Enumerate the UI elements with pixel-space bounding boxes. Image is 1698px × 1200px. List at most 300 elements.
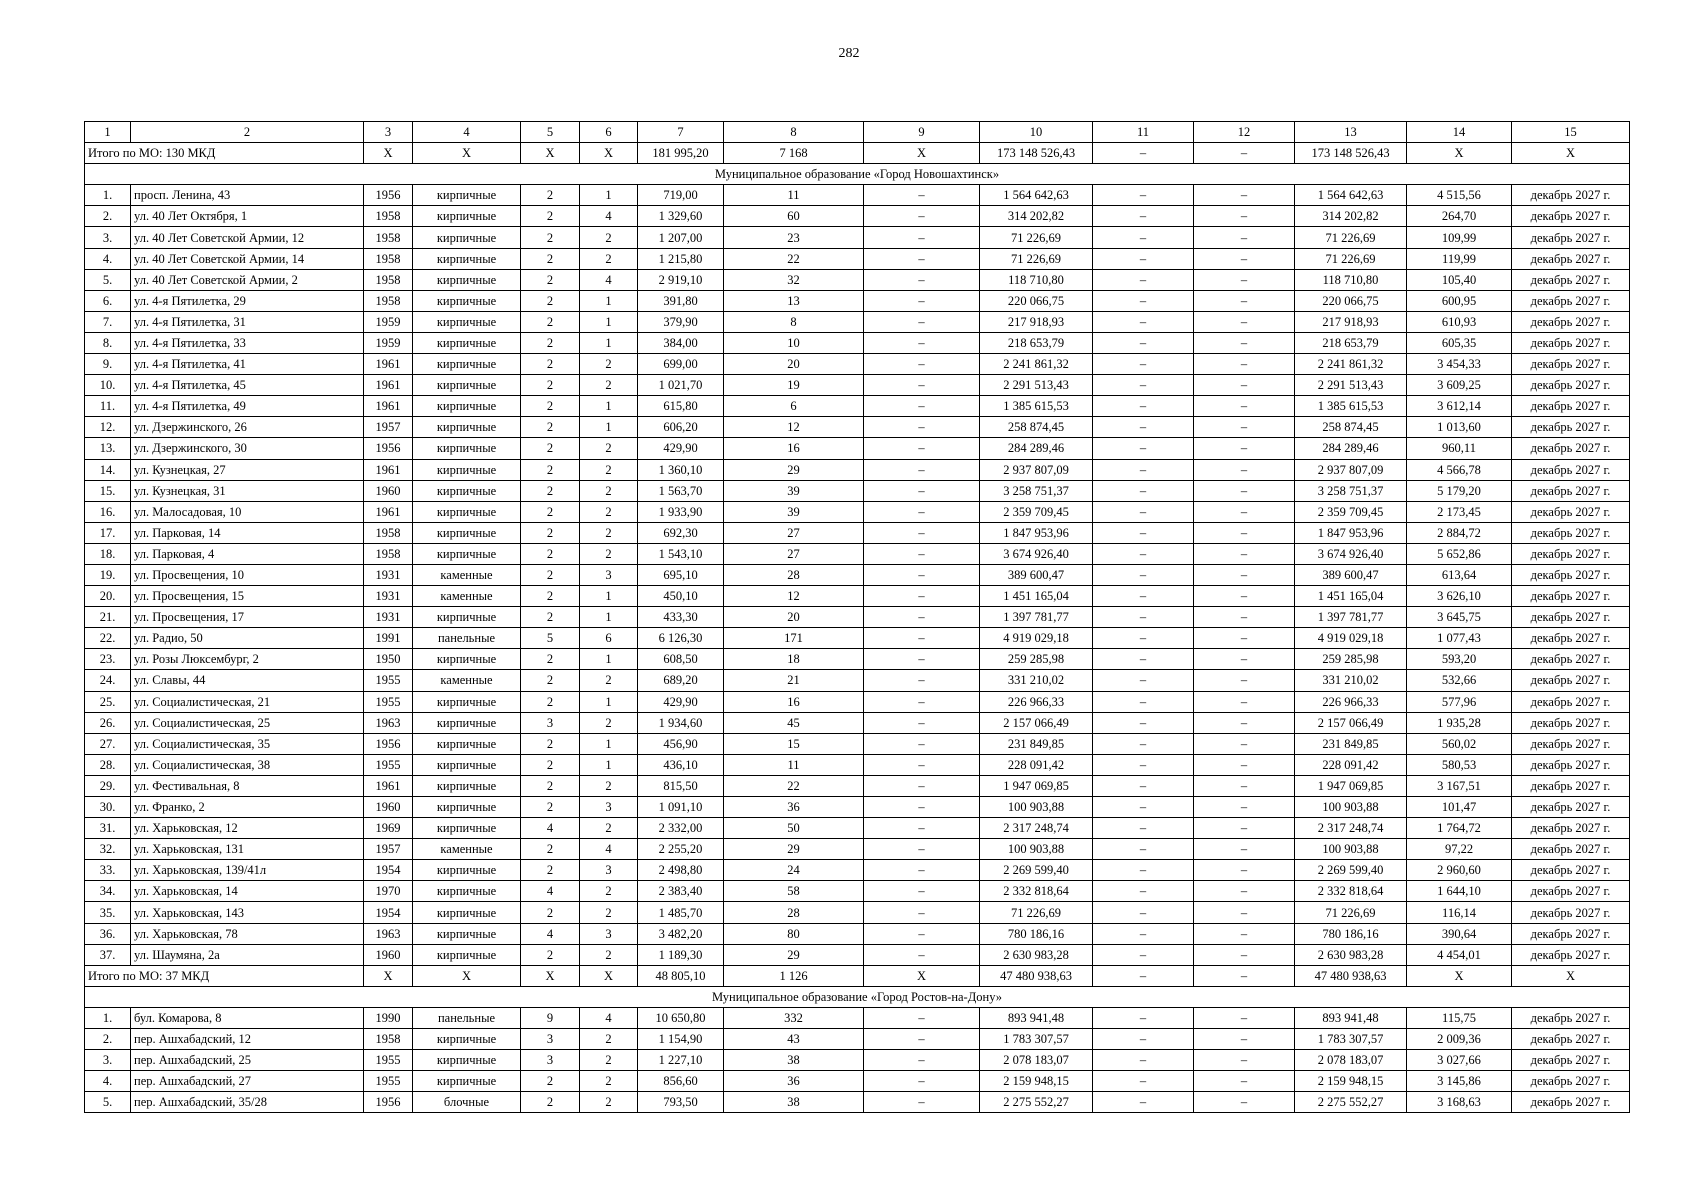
column-number: 11: [1093, 122, 1194, 143]
row-number: 36.: [85, 923, 131, 944]
table-cell: декабрь 2027 г.: [1512, 396, 1630, 417]
table-cell: декабрь 2027 г.: [1512, 501, 1630, 522]
address-cell: ул. Дзержинского, 26: [131, 417, 364, 438]
table-cell: –: [864, 944, 980, 965]
table-cell: декабрь 2027 г.: [1512, 311, 1630, 332]
table-row: [85, 501, 1630, 522]
table-cell: 2 937 807,09: [1295, 459, 1407, 480]
table-cell: 22: [724, 775, 864, 796]
table-cell: 1 091,10: [638, 797, 724, 818]
table-cell: 1: [580, 311, 638, 332]
table-cell: 1955: [364, 1050, 413, 1071]
table-cell: декабрь 2027 г.: [1512, 480, 1630, 501]
table-cell: декабрь 2027 г.: [1512, 332, 1630, 353]
table-cell: 600,95: [1407, 290, 1512, 311]
table-cell: 1: [580, 691, 638, 712]
table-cell: –: [1194, 923, 1295, 944]
table-cell: –: [1194, 185, 1295, 206]
table-cell: 2 359 709,45: [1295, 501, 1407, 522]
row-number: 7.: [85, 311, 131, 332]
table-cell: 1961: [364, 396, 413, 417]
table-row: [85, 206, 1630, 227]
table-cell: –: [864, 839, 980, 860]
table-cell: 815,50: [638, 775, 724, 796]
table-cell: 231 849,85: [1295, 733, 1407, 754]
address-cell: ул. 4-я Пятилетка, 29: [131, 290, 364, 311]
table-cell: декабрь 2027 г.: [1512, 586, 1630, 607]
total-cell: Х: [1407, 143, 1512, 164]
address-cell: ул. Просвещения, 10: [131, 564, 364, 585]
table-cell: –: [1093, 1050, 1194, 1071]
table-cell: –: [864, 607, 980, 628]
table-cell: 2: [580, 1071, 638, 1092]
table-cell: 692,30: [638, 522, 724, 543]
table-cell: 384,00: [638, 332, 724, 353]
table-cell: кирпичные: [413, 396, 521, 417]
table-cell: 1: [580, 332, 638, 353]
table-cell: 80: [724, 923, 864, 944]
table-cell: декабрь 2027 г.: [1512, 375, 1630, 396]
address-cell: ул. Харьковская, 143: [131, 902, 364, 923]
table-cell: 1 215,80: [638, 248, 724, 269]
table-cell: декабрь 2027 г.: [1512, 881, 1630, 902]
row-number: 21.: [85, 607, 131, 628]
table-cell: 60: [724, 206, 864, 227]
table-cell: 101,47: [1407, 797, 1512, 818]
table-cell: 1955: [364, 670, 413, 691]
address-cell: ул. 4-я Пятилетка, 33: [131, 332, 364, 353]
row-number: 28.: [85, 754, 131, 775]
table-cell: панельные: [413, 1007, 521, 1028]
table-cell: 36: [724, 797, 864, 818]
table-cell: 389 600,47: [980, 564, 1093, 585]
table-cell: 3: [521, 1029, 580, 1050]
table-cell: 4 919 029,18: [980, 628, 1093, 649]
table-cell: 3: [580, 860, 638, 881]
table-cell: кирпичные: [413, 480, 521, 501]
table-cell: кирпичные: [413, 860, 521, 881]
table-cell: 2: [580, 775, 638, 796]
table-row: [85, 923, 1630, 944]
table-cell: 6: [580, 628, 638, 649]
table-cell: 3: [521, 1050, 580, 1071]
table-cell: 1961: [364, 501, 413, 522]
table-cell: 2: [580, 543, 638, 564]
total-cell: Х: [364, 143, 413, 164]
table-cell: –: [1194, 1092, 1295, 1113]
table-cell: –: [864, 1007, 980, 1028]
table-row: [85, 881, 1630, 902]
table-cell: 218 653,79: [980, 332, 1093, 353]
table-cell: –: [1194, 691, 1295, 712]
table-cell: 2: [521, 311, 580, 332]
table-cell: 105,40: [1407, 269, 1512, 290]
address-cell: пер. Ашхабадский, 27: [131, 1071, 364, 1092]
table-cell: каменные: [413, 839, 521, 860]
row-number: 5.: [85, 269, 131, 290]
table-row: [85, 818, 1630, 839]
table-cell: –: [1093, 311, 1194, 332]
table-cell: 2: [580, 881, 638, 902]
table-cell: 2 630 983,28: [1295, 944, 1407, 965]
table-cell: 1957: [364, 417, 413, 438]
address-cell: ул. Славы, 44: [131, 670, 364, 691]
table-cell: 2 173,45: [1407, 501, 1512, 522]
row-number: 32.: [85, 839, 131, 860]
row-number: 18.: [85, 543, 131, 564]
table-cell: –: [1093, 607, 1194, 628]
table-cell: 1 947 069,85: [980, 775, 1093, 796]
address-cell: ул. Кузнецкая, 27: [131, 459, 364, 480]
table-cell: –: [864, 586, 980, 607]
table-cell: кирпичные: [413, 649, 521, 670]
table-cell: каменные: [413, 586, 521, 607]
table-cell: –: [1093, 839, 1194, 860]
table-cell: 228 091,42: [1295, 754, 1407, 775]
table-cell: –: [1194, 311, 1295, 332]
table-cell: 1957: [364, 839, 413, 860]
address-cell: ул. Харьковская, 131: [131, 839, 364, 860]
table-cell: 429,90: [638, 691, 724, 712]
table-cell: –: [1093, 1071, 1194, 1092]
total-cell: Х: [521, 965, 580, 986]
column-number: 12: [1194, 122, 1295, 143]
table-cell: 24: [724, 860, 864, 881]
table-cell: 1958: [364, 543, 413, 564]
table-cell: 22: [724, 248, 864, 269]
table-cell: 1 207,00: [638, 227, 724, 248]
table-cell: декабрь 2027 г.: [1512, 1050, 1630, 1071]
table-cell: 39: [724, 480, 864, 501]
table-cell: 2 241 861,32: [980, 354, 1093, 375]
table-cell: –: [864, 902, 980, 923]
table-cell: 259 285,98: [1295, 649, 1407, 670]
table-cell: 2: [580, 944, 638, 965]
table-cell: 331 210,02: [980, 670, 1093, 691]
table-cell: 1958: [364, 522, 413, 543]
table-cell: 2 332 818,64: [1295, 881, 1407, 902]
table-cell: 1958: [364, 227, 413, 248]
table-cell: 2: [580, 1050, 638, 1071]
table-cell: –: [864, 206, 980, 227]
table-row: [85, 944, 1630, 965]
table-cell: 45: [724, 712, 864, 733]
table-cell: 109,99: [1407, 227, 1512, 248]
address-cell: просп. Ленина, 43: [131, 185, 364, 206]
table-cell: кирпичные: [413, 438, 521, 459]
row-number: 33.: [85, 860, 131, 881]
row-number: 37.: [85, 944, 131, 965]
table-cell: кирпичные: [413, 944, 521, 965]
table-cell: 1931: [364, 586, 413, 607]
table-cell: –: [1194, 797, 1295, 818]
table-cell: –: [1194, 375, 1295, 396]
table-cell: 1 397 781,77: [980, 607, 1093, 628]
table-cell: –: [1194, 860, 1295, 881]
table-cell: –: [1194, 248, 1295, 269]
address-cell: ул. Розы Люксембург, 2: [131, 649, 364, 670]
table-cell: 4: [580, 1007, 638, 1028]
table-cell: декабрь 2027 г.: [1512, 944, 1630, 965]
table-row: [85, 227, 1630, 248]
table-cell: 2: [521, 332, 580, 353]
section-title: Муниципальное образование «Город Ростов-на-Дону»: [85, 986, 1630, 1007]
table-cell: 284 289,46: [1295, 438, 1407, 459]
table-cell: 1 564 642,63: [980, 185, 1093, 206]
table-cell: 28: [724, 564, 864, 585]
table-cell: 577,96: [1407, 691, 1512, 712]
table-row: [85, 691, 1630, 712]
table-cell: 2 317 248,74: [980, 818, 1093, 839]
table-cell: 893 941,48: [980, 1007, 1093, 1028]
table-cell: –: [1194, 775, 1295, 796]
table-cell: кирпичные: [413, 797, 521, 818]
table-cell: 1958: [364, 269, 413, 290]
table-cell: 2 269 599,40: [980, 860, 1093, 881]
table-cell: 71 226,69: [980, 227, 1093, 248]
table-cell: декабрь 2027 г.: [1512, 670, 1630, 691]
table-cell: 97,22: [1407, 839, 1512, 860]
table-cell: 3: [580, 797, 638, 818]
table-cell: 436,10: [638, 754, 724, 775]
table-cell: 699,00: [638, 354, 724, 375]
table-cell: кирпичные: [413, 375, 521, 396]
table-cell: 220 066,75: [1295, 290, 1407, 311]
table-cell: 2: [521, 691, 580, 712]
address-cell: ул. 4-я Пятилетка, 45: [131, 375, 364, 396]
table-cell: 32: [724, 269, 864, 290]
table-cell: 2 359 709,45: [980, 501, 1093, 522]
table-cell: 1950: [364, 649, 413, 670]
address-cell: ул. Франко, 2: [131, 797, 364, 818]
table-cell: –: [1093, 480, 1194, 501]
row-number: 5.: [85, 1092, 131, 1113]
address-cell: ул. Дзержинского, 30: [131, 438, 364, 459]
table-cell: –: [864, 1050, 980, 1071]
table-row: [85, 459, 1630, 480]
total-cell: Х: [1512, 965, 1630, 986]
section-title: Муниципальное образование «Город Новошахтинск»: [85, 164, 1630, 185]
table-cell: кирпичные: [413, 1050, 521, 1071]
table-cell: –: [864, 1029, 980, 1050]
table-cell: кирпичные: [413, 311, 521, 332]
table-cell: 71 226,69: [980, 902, 1093, 923]
table-cell: 1: [580, 733, 638, 754]
table-cell: 2: [580, 480, 638, 501]
table-row: [85, 269, 1630, 290]
table-cell: 1 189,30: [638, 944, 724, 965]
table-cell: –: [1093, 775, 1194, 796]
table-cell: 284 289,46: [980, 438, 1093, 459]
table-cell: 21: [724, 670, 864, 691]
table-cell: кирпичные: [413, 543, 521, 564]
total-cell: 47 480 938,63: [980, 965, 1093, 986]
table-cell: 2: [521, 733, 580, 754]
table-cell: декабрь 2027 г.: [1512, 775, 1630, 796]
table-cell: 2: [580, 227, 638, 248]
address-cell: пер. Ашхабадский, 35/28: [131, 1092, 364, 1113]
total-cell: Х: [521, 143, 580, 164]
table-cell: панельные: [413, 628, 521, 649]
table-cell: 4: [580, 206, 638, 227]
table-cell: 259 285,98: [980, 649, 1093, 670]
address-cell: ул. Радио, 50: [131, 628, 364, 649]
table-row: [85, 607, 1630, 628]
column-number: 10: [980, 122, 1093, 143]
table-cell: –: [1194, 438, 1295, 459]
table-cell: –: [1194, 459, 1295, 480]
table-cell: 1 947 069,85: [1295, 775, 1407, 796]
table-cell: –: [1194, 754, 1295, 775]
table-cell: 20: [724, 607, 864, 628]
table-cell: –: [1194, 1050, 1295, 1071]
table-cell: 118 710,80: [1295, 269, 1407, 290]
column-number: 1: [85, 122, 131, 143]
table-cell: 264,70: [1407, 206, 1512, 227]
table-cell: 2 383,40: [638, 881, 724, 902]
page-number: 282: [838, 46, 860, 61]
table-cell: 1961: [364, 375, 413, 396]
row-number: 34.: [85, 881, 131, 902]
table-cell: декабрь 2027 г.: [1512, 248, 1630, 269]
row-number: 10.: [85, 375, 131, 396]
row-number: 19.: [85, 564, 131, 585]
table-row: [85, 797, 1630, 818]
table-cell: 3 454,33: [1407, 354, 1512, 375]
total-cell: –: [1194, 143, 1295, 164]
table-cell: 1: [580, 649, 638, 670]
table-cell: –: [1093, 818, 1194, 839]
table-cell: 314 202,82: [980, 206, 1093, 227]
table-cell: –: [864, 354, 980, 375]
row-number: 1.: [85, 185, 131, 206]
table-cell: –: [864, 248, 980, 269]
row-number: 17.: [85, 522, 131, 543]
table-row: [85, 417, 1630, 438]
table-cell: 1963: [364, 923, 413, 944]
address-cell: ул. Харьковская, 12: [131, 818, 364, 839]
table-cell: 3: [521, 712, 580, 733]
table-cell: –: [864, 543, 980, 564]
total-cell: 7 168: [724, 143, 864, 164]
table-cell: 689,20: [638, 670, 724, 691]
table-cell: декабрь 2027 г.: [1512, 1029, 1630, 1050]
table-cell: 18: [724, 649, 864, 670]
table-row: [85, 354, 1630, 375]
table-cell: 19: [724, 375, 864, 396]
table-cell: –: [864, 269, 980, 290]
row-number: 11.: [85, 396, 131, 417]
table-cell: кирпичные: [413, 691, 521, 712]
table-cell: 1954: [364, 902, 413, 923]
row-number: 2.: [85, 206, 131, 227]
table-cell: 71 226,69: [1295, 227, 1407, 248]
table-cell: 171: [724, 628, 864, 649]
table-cell: 2 159 948,15: [1295, 1071, 1407, 1092]
table-cell: 1 644,10: [1407, 881, 1512, 902]
address-cell: ул. 40 Лет Советской Армии, 2: [131, 269, 364, 290]
table-cell: 38: [724, 1092, 864, 1113]
table-cell: 29: [724, 944, 864, 965]
table-cell: 1970: [364, 881, 413, 902]
table-cell: 2 884,72: [1407, 522, 1512, 543]
table-cell: кирпичные: [413, 923, 521, 944]
table-cell: 3 258 751,37: [980, 480, 1093, 501]
table-cell: 3 645,75: [1407, 607, 1512, 628]
table-cell: 450,10: [638, 586, 724, 607]
table-cell: –: [864, 311, 980, 332]
address-cell: ул. 4-я Пятилетка, 41: [131, 354, 364, 375]
address-cell: ул. Социалистическая, 38: [131, 754, 364, 775]
table-cell: –: [1194, 586, 1295, 607]
section-row: [85, 164, 1630, 185]
table-cell: 12: [724, 417, 864, 438]
table-row: [85, 290, 1630, 311]
table-cell: –: [864, 733, 980, 754]
table-cell: –: [1194, 1007, 1295, 1028]
row-number: 8.: [85, 332, 131, 353]
table-cell: 27: [724, 522, 864, 543]
table-cell: 11: [724, 185, 864, 206]
table-cell: 3 609,25: [1407, 375, 1512, 396]
address-cell: ул. Шаумяна, 2а: [131, 944, 364, 965]
table-cell: 793,50: [638, 1092, 724, 1113]
table-cell: 6: [724, 396, 864, 417]
table-cell: 391,80: [638, 290, 724, 311]
table-cell: –: [1093, 543, 1194, 564]
table-cell: 3 027,66: [1407, 1050, 1512, 1071]
table-cell: 1991: [364, 628, 413, 649]
table-cell: 1931: [364, 564, 413, 585]
table-cell: 8: [724, 311, 864, 332]
table-cell: 2 275 552,27: [1295, 1092, 1407, 1113]
table-cell: –: [864, 1092, 980, 1113]
table-cell: –: [1093, 944, 1194, 965]
table-cell: –: [864, 860, 980, 881]
table-cell: –: [864, 227, 980, 248]
table-cell: –: [1093, 290, 1194, 311]
table-cell: декабрь 2027 г.: [1512, 269, 1630, 290]
total-cell: 173 148 526,43: [1295, 143, 1407, 164]
table-cell: 16: [724, 438, 864, 459]
table-cell: 2: [580, 459, 638, 480]
table-cell: 2: [580, 1092, 638, 1113]
table-cell: 429,90: [638, 438, 724, 459]
total-cell: Х: [413, 143, 521, 164]
table-cell: декабрь 2027 г.: [1512, 628, 1630, 649]
table-cell: –: [1194, 1071, 1295, 1092]
table-cell: 38: [724, 1050, 864, 1071]
table-cell: –: [1093, 902, 1194, 923]
table-cell: 1 783 307,57: [980, 1029, 1093, 1050]
table-cell: 2 291 513,43: [1295, 375, 1407, 396]
table-cell: 12: [724, 586, 864, 607]
table-cell: 3 674 926,40: [980, 543, 1093, 564]
table-cell: кирпичные: [413, 227, 521, 248]
column-number: 2: [131, 122, 364, 143]
table-cell: –: [1093, 860, 1194, 881]
address-cell: ул. Харьковская, 78: [131, 923, 364, 944]
table-cell: 3 612,14: [1407, 396, 1512, 417]
table-cell: –: [864, 438, 980, 459]
table-cell: –: [864, 691, 980, 712]
table-cell: –: [1194, 227, 1295, 248]
table-cell: –: [1194, 649, 1295, 670]
table-cell: 2: [521, 396, 580, 417]
row-number: 24.: [85, 670, 131, 691]
table-cell: –: [1093, 881, 1194, 902]
table-cell: декабрь 2027 г.: [1512, 1092, 1630, 1113]
